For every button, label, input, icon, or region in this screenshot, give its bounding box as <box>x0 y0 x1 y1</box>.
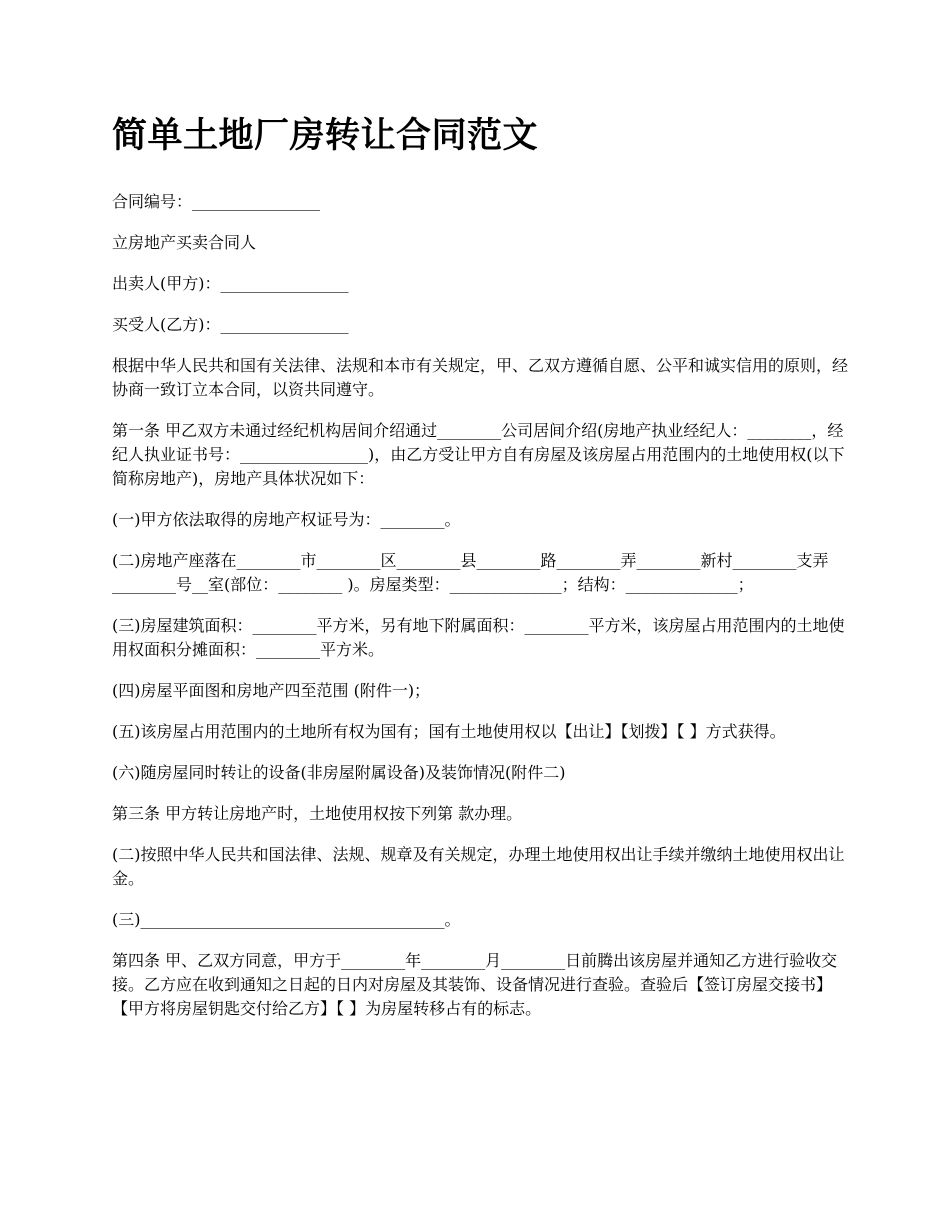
seller-line: 出卖人(甲方)：________________ <box>112 274 349 293</box>
clause-3-area: (三)房屋建筑面积：________平方米，另有地下附属面积：________平方米，该房屋占用范围内的土地使用权面积分摊面积：________平方米。 <box>112 616 845 659</box>
clause-1-certificate: (一)甲方依法取得的房地产权证号为：________。 <box>112 510 461 529</box>
clause-6-equipment: (六)随房屋同时转让的设备(非房屋附属设备)及装饰情况(附件二) <box>112 763 566 782</box>
article-3-clause-3: (三)______________________________________。 <box>112 910 461 929</box>
article-3-clause-2: (二)按照中华人民共和国法律、法规、规章及有关规定，办理土地使用权出让手续并缴纳土地使用权出让金。 <box>112 845 845 888</box>
buyer-line: 买受人(乙方)：________________ <box>112 315 349 334</box>
article-3-paragraph: 第三条 甲方转让房地产时，土地使用权按下列第 款办理。 <box>112 804 523 823</box>
clause-4-floor-plan: (四)房屋平面图和房地产四至范围 (附件一)； <box>112 681 431 700</box>
contract-parties-heading: 立房地产买卖合同人 <box>112 233 257 252</box>
article-4-paragraph: 第四条 甲、乙双方同意，甲方于________年________月________日前腾出该房屋并通知乙方进行验收交接。乙方应在收到通知之日起的日内对房屋及其装饰、设备情况进行查验。查验后【签订房屋交接书】【甲方将房屋钥匙交付给乙方】【 】为房屋转移占有的标志。 <box>112 951 838 1018</box>
document-page <box>112 112 852 1038</box>
clause-5-land-ownership: (五)该房屋占用范围内的土地所有权为国有；国有土地使用权以【出让】【划拨】【 】方式获得。 <box>112 722 786 741</box>
document-title: 简单土地厂房转让合同范文 <box>112 115 539 156</box>
article-1-paragraph: 第一条 甲乙双方未通过经纪机构居间介绍通过________公司居间介绍(房地产执业经纪人：________，经纪人执业证书号：________________)，由乙方受让甲方自有房屋及该房屋占用范围内的土地使用权(以下简称房地产)，房地产具体状况如下： <box>112 421 845 488</box>
preamble-paragraph: 根据中华人民共和国有关法律、法规和本市有关规定，甲、乙双方遵循自愿、公平和诚实信用的原则，经协商一致订立本合同，以资共同遵守。 <box>112 356 849 399</box>
clause-2-location: (二)房地产座落在________市________区________县________路________弄________新村________支弄________号__室(部位：________ )。房屋类型：______________；结构：______________； <box>112 551 829 594</box>
contract-number-line: 合同编号：________________ <box>112 192 321 211</box>
